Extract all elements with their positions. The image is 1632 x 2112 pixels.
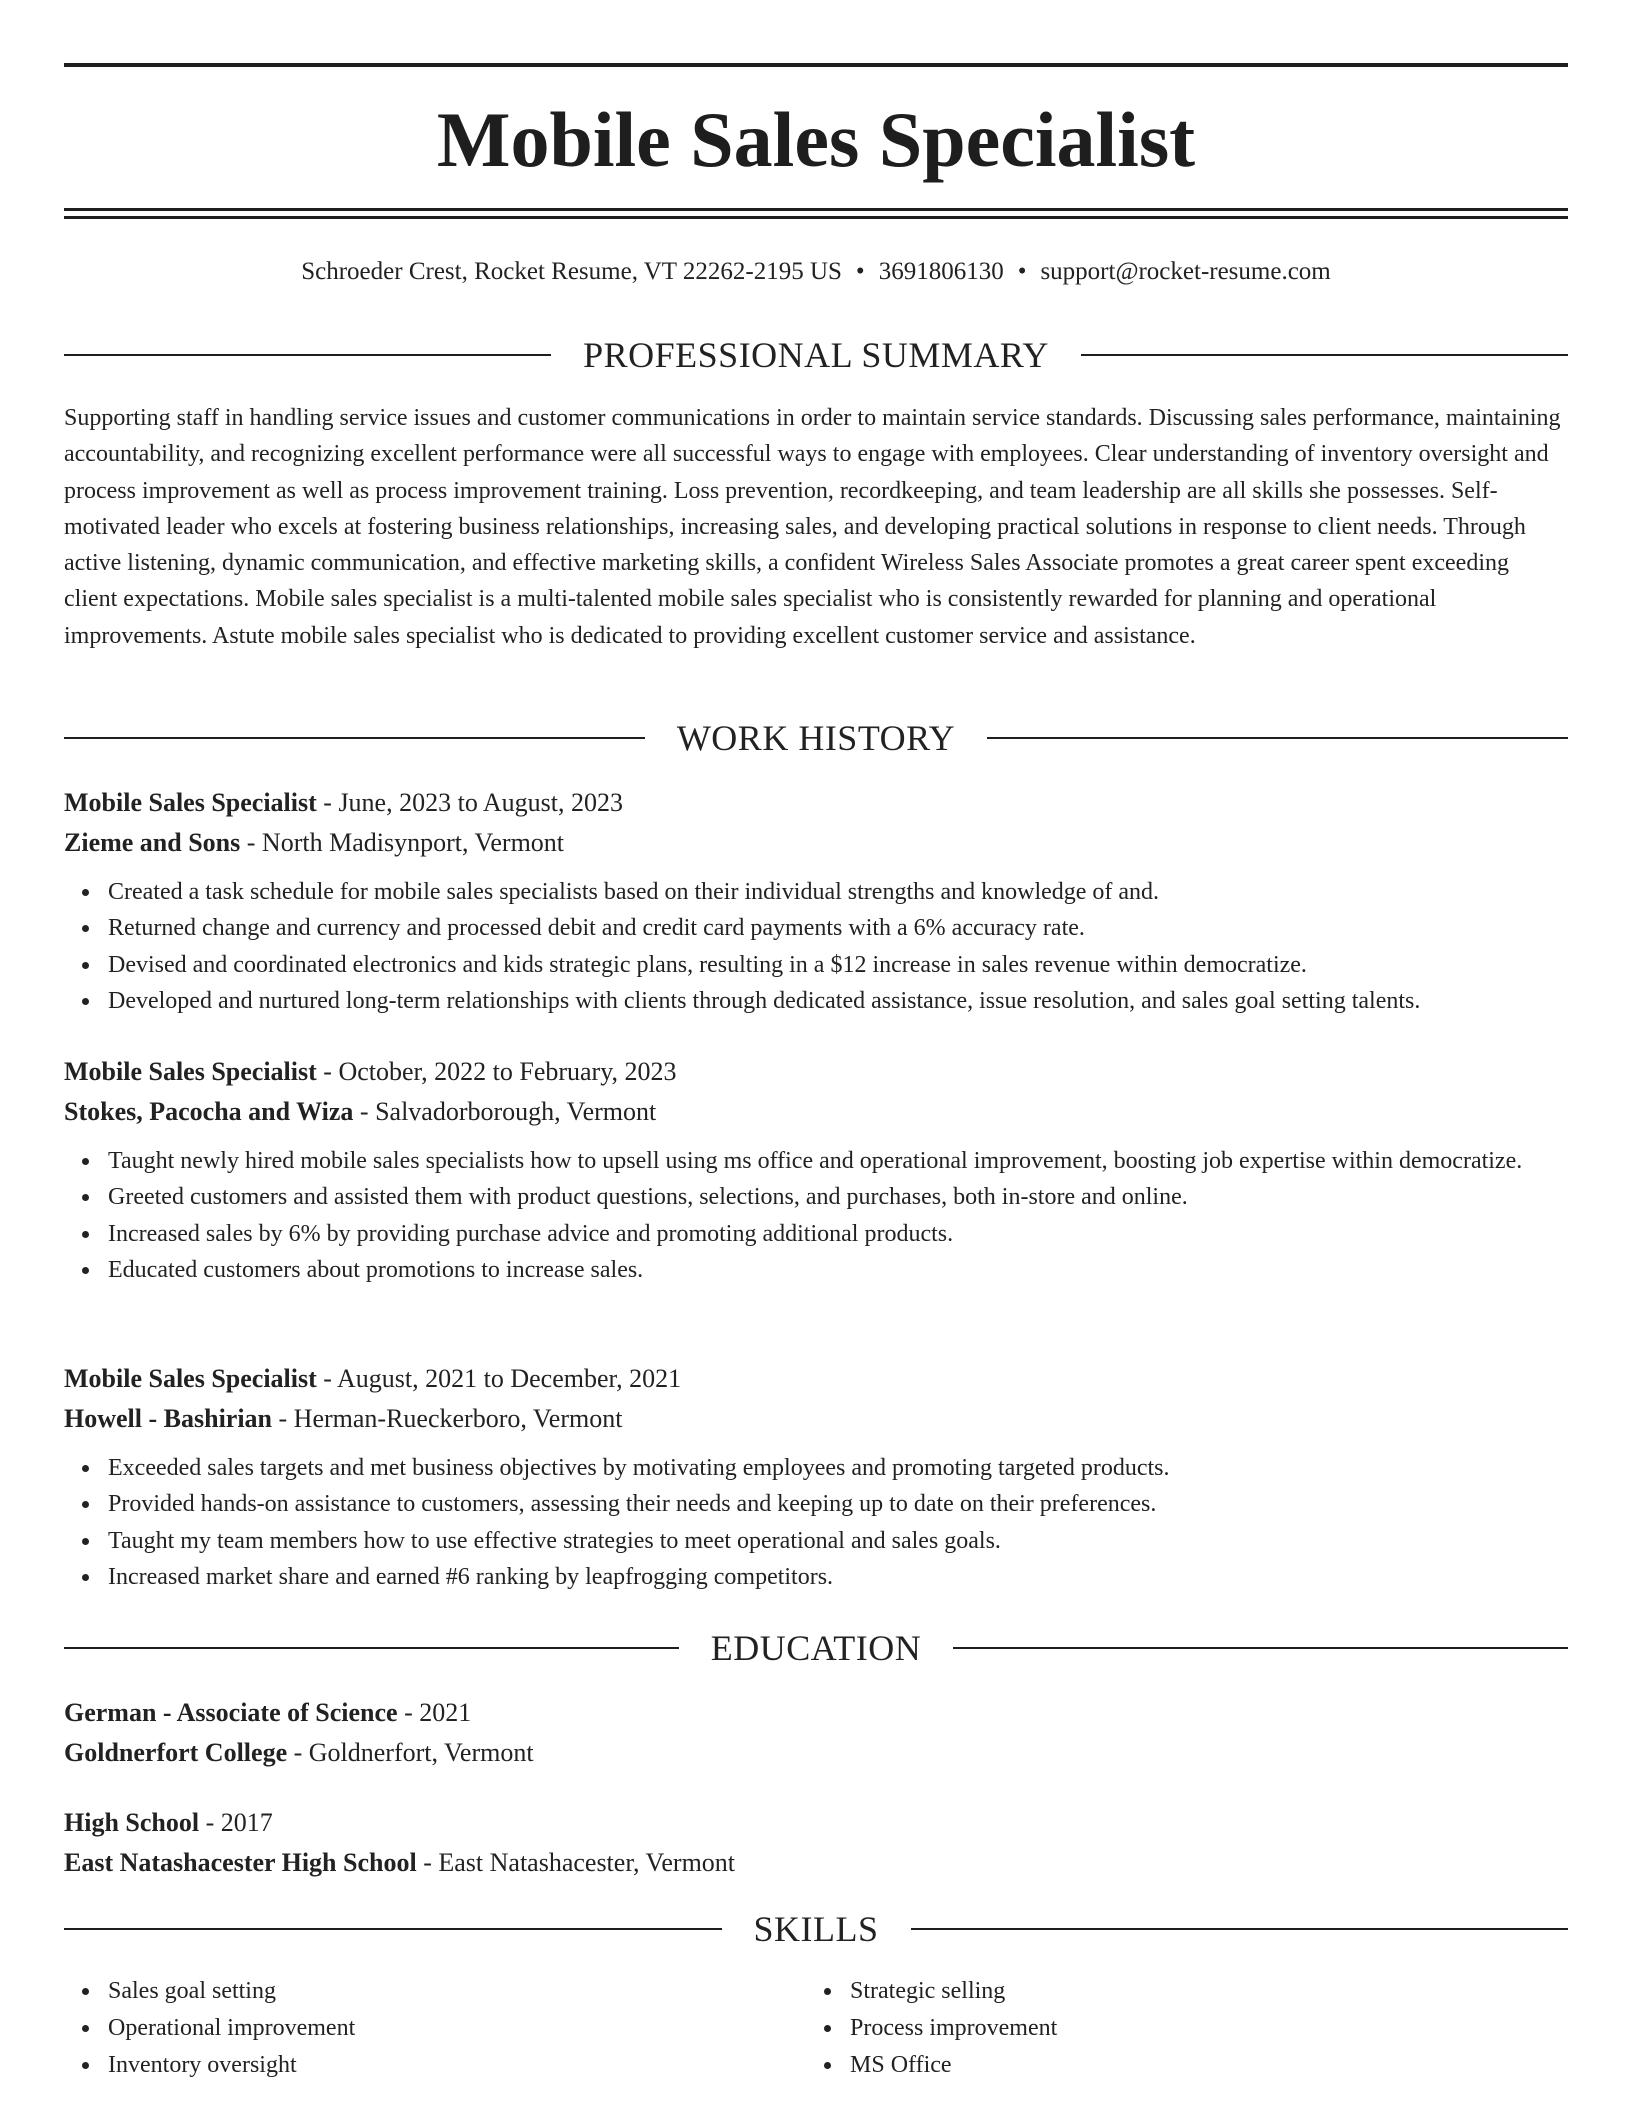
header-top-rule: [64, 63, 1568, 67]
job-dates: - October, 2022 to February, 2023: [316, 1057, 677, 1086]
job-company: Zieme and Sons: [64, 828, 241, 857]
job-title-line: [64, 783, 1568, 823]
education-entry: [64, 1803, 1568, 1883]
education-degree: High School: [64, 1808, 200, 1837]
skills-column-right: [806, 1973, 1548, 2084]
section-rule: [987, 737, 1568, 739]
job-dates: - August, 2021 to December, 2021: [316, 1364, 682, 1393]
education-entry: [64, 1693, 1568, 1773]
section-label: PROFESSIONAL SUMMARY: [583, 335, 1049, 375]
education-school: East Natashacester High School: [64, 1848, 417, 1877]
education-location: - Goldnerfort, Vermont: [287, 1738, 534, 1767]
job-bullet: Returned change and currency and processed debit and credit card payments with a 6% accuracy rate.: [64, 910, 1568, 946]
education-year: - 2017: [199, 1808, 273, 1837]
job-bullet: Exceeded sales targets and met business objectives by motivating employees and promoting targeted products.: [64, 1450, 1568, 1486]
education-school-line: [64, 1733, 1568, 1773]
contact-line: [64, 252, 1568, 292]
contact-separator: •: [855, 258, 865, 285]
job-bullets: [64, 1143, 1568, 1288]
section-heading-education: [64, 1623, 1568, 1673]
skill-item: Strategic selling: [806, 1973, 1548, 2010]
job-company-line: [64, 1399, 1568, 1439]
job-role: Mobile Sales Specialist: [64, 1057, 317, 1086]
job-company-line: [64, 1092, 1568, 1132]
job-company: Stokes, Pacocha and Wiza: [64, 1097, 354, 1126]
section-rule: [64, 1647, 679, 1649]
job-entry: [64, 783, 1568, 1019]
section-heading-work: [64, 713, 1568, 763]
job-location: - North Madisynport, Vermont: [240, 828, 565, 857]
skill-item: Sales goal setting: [64, 1973, 806, 2010]
contact-separator: •: [1017, 258, 1027, 285]
education-degree-line: [64, 1693, 1568, 1733]
job-bullet: Created a task schedule for mobile sales specialists based on their individual strengths and knowledge of and.: [64, 874, 1568, 910]
job-bullet: Taught newly hired mobile sales specialists how to upsell using ms office and operational improvement, boosting job expertise within democratize.: [64, 1143, 1568, 1179]
section-rule: [953, 1647, 1568, 1649]
section-rule: [64, 354, 551, 356]
education-school-line: [64, 1843, 1568, 1883]
section-label: SKILLS: [753, 1909, 879, 1949]
section-rule: [1081, 354, 1568, 356]
job-bullet: Provided hands-on assistance to customers, assessing their needs and keeping up to date on their preferences.: [64, 1486, 1568, 1522]
section-heading-skills: [64, 1904, 1568, 1954]
header-rule-upper: [64, 208, 1568, 211]
job-bullet: Educated customers about promotions to increase sales.: [64, 1252, 1568, 1288]
skill-item: Process improvement: [806, 2010, 1548, 2047]
job-dates: - June, 2023 to August, 2023: [316, 788, 624, 817]
section-heading-summary: [64, 330, 1568, 380]
skills-column-left: [64, 1973, 806, 2084]
job-company-line: [64, 823, 1568, 863]
section-rule: [64, 1928, 722, 1930]
skill-item: MS Office: [806, 2047, 1548, 2084]
section-label: EDUCATION: [710, 1628, 922, 1668]
education-location: - East Natashacester, Vermont: [416, 1848, 736, 1877]
job-entry: [64, 1052, 1568, 1288]
section-rule: [64, 737, 645, 739]
education-school: Goldnerfort College: [64, 1738, 288, 1767]
skills-list: [64, 1973, 1568, 2084]
job-entry: [64, 1359, 1568, 1595]
skill-item: Inventory oversight: [64, 2047, 806, 2084]
job-bullets: [64, 1450, 1568, 1595]
job-role: Mobile Sales Specialist: [64, 788, 317, 817]
contact-phone: 3691806130: [878, 258, 1004, 285]
job-location: - Salvadorborough, Vermont: [353, 1097, 657, 1126]
job-bullet: Increased market share and earned #6 ranking by leapfrogging competitors.: [64, 1559, 1568, 1595]
education-degree-line: [64, 1803, 1568, 1843]
job-bullets: [64, 874, 1568, 1019]
job-bullet: Greeted customers and assisted them with product questions, selections, and purchases, both in-store and online.: [64, 1179, 1568, 1215]
job-bullet: Taught my team members how to use effective strategies to meet operational and sales goals.: [64, 1523, 1568, 1559]
contact-address: Schroeder Crest, Rocket Resume, VT 22262-2195 US: [301, 258, 842, 285]
job-bullet: Developed and nurtured long-term relationships with clients through dedicated assistance, issue resolution, and sales goal setting talents.: [64, 983, 1568, 1019]
job-bullet: Increased sales by 6% by providing purchase advice and promoting additional products.: [64, 1216, 1568, 1252]
job-role: Mobile Sales Specialist: [64, 1364, 317, 1393]
education-degree: German - Associate of Science: [64, 1698, 398, 1727]
header-rule-lower: [64, 216, 1568, 219]
skill-item: Operational improvement: [64, 2010, 806, 2047]
job-location: - Herman-Rueckerboro, Vermont: [272, 1404, 623, 1433]
education-year: - 2021: [397, 1698, 472, 1727]
contact-email[interactable]: support@rocket-resume.com: [1040, 258, 1331, 285]
job-company: Howell - Bashirian: [64, 1404, 273, 1433]
section-label: WORK HISTORY: [676, 718, 956, 758]
section-rule: [911, 1928, 1569, 1930]
job-title-line: [64, 1359, 1568, 1399]
job-title-line: [64, 1052, 1568, 1092]
summary-paragraph: Supporting staff in handling service issues and customer communications in order to maintain service standards. Discussing sales performance, maintaining accountability, and recognizing excellent performance were all successful ways to engage with employees. Clear understanding of inventory oversight and process improvement as well as process improvement training. Loss prevention, recordkeeping, and team leadership are all skills she possesses. Self-motivated leader who excels at fostering business relationships, increasing sales, and developing practical solutions in response to client needs. Through active listening, dynamic communication, and effective marketing skills, a confident Wireless Sales Associate promotes a great career spent exceeding client expectations. Mobile sales specialist is a multi-talented mobile sales specialist who is consistently rewarded for planning and operational improvements. Astute mobile sales specialist who is dedicated to providing excellent customer service and assistance.: [64, 405, 1561, 649]
job-bullet: Devised and coordinated electronics and kids strategic plans, resulting in a $12 increase in sales revenue within democratize.: [64, 947, 1568, 983]
resume-title: Mobile Sales Specialist: [436, 96, 1196, 183]
